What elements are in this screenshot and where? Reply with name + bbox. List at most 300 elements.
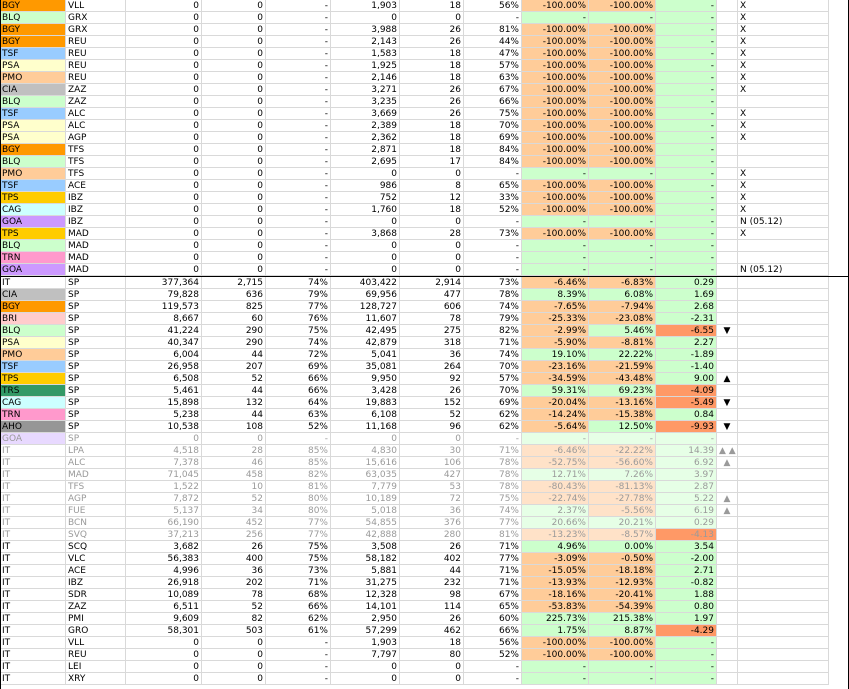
- cell-origin-code[interactable]: IT: [0, 445, 66, 457]
- cell-load-factor-previous[interactable]: 74%: [464, 349, 522, 361]
- cell-load-factor-previous[interactable]: 74%: [464, 505, 522, 517]
- cell-destination-code[interactable]: ALC: [66, 108, 126, 120]
- cell-flights-change[interactable]: -15.38%: [589, 409, 656, 421]
- cell-load-factor-previous[interactable]: -: [464, 433, 522, 445]
- cell-pax-current[interactable]: 0: [126, 12, 202, 24]
- cell-load-factor-current[interactable]: 81%: [266, 481, 331, 493]
- cell-flights-previous[interactable]: 477: [400, 289, 464, 301]
- cell-destination-code[interactable]: SP: [66, 397, 126, 409]
- cell-flights-previous[interactable]: 12: [400, 192, 464, 204]
- cell-flights-current[interactable]: 0: [202, 72, 266, 84]
- cell-pax-current[interactable]: 0: [126, 72, 202, 84]
- cell-load-factor-previous[interactable]: -: [464, 12, 522, 24]
- cell-trend-arrow[interactable]: [717, 589, 738, 601]
- cell-flights-previous[interactable]: 427: [400, 469, 464, 481]
- cell-origin-code[interactable]: GOA: [0, 216, 66, 228]
- cell-destination-code[interactable]: VLL: [66, 0, 126, 12]
- cell-pax-previous[interactable]: 0: [331, 216, 400, 228]
- cell-trend-arrow[interactable]: ▲: [717, 505, 738, 517]
- cell-flights-previous[interactable]: 232: [400, 577, 464, 589]
- cell-load-factor-previous[interactable]: 74%: [464, 301, 522, 313]
- cell-trend-arrow[interactable]: [717, 144, 738, 156]
- cell-destination-code[interactable]: SP: [66, 421, 126, 433]
- cell-flights-change[interactable]: -: [589, 673, 656, 685]
- cell-flights-change[interactable]: -56.60%: [589, 457, 656, 469]
- cell-origin-code[interactable]: IT: [0, 613, 66, 625]
- cell-load-factor-previous[interactable]: -: [464, 168, 522, 180]
- cell-load-factor-current[interactable]: 77%: [266, 529, 331, 541]
- cell-origin-code[interactable]: IT: [0, 565, 66, 577]
- cell-trend-arrow[interactable]: [717, 204, 738, 216]
- cell-pax-change[interactable]: -80.43%: [522, 481, 589, 493]
- cell-pax-change[interactable]: -100.00%: [522, 180, 589, 192]
- cell-origin-code[interactable]: PSA: [0, 60, 66, 72]
- cell-note[interactable]: [738, 409, 829, 421]
- cell-lf-change[interactable]: -: [656, 24, 717, 36]
- cell-pax-change[interactable]: -6.46%: [522, 445, 589, 457]
- cell-load-factor-previous[interactable]: -: [464, 252, 522, 264]
- cell-load-factor-current[interactable]: -: [266, 132, 331, 144]
- cell-lf-change[interactable]: -: [656, 649, 717, 661]
- cell-flights-current[interactable]: 26: [202, 541, 266, 553]
- cell-flights-current[interactable]: 0: [202, 96, 266, 108]
- cell-lf-change[interactable]: 14.39: [656, 445, 717, 457]
- cell-destination-code[interactable]: IBZ: [66, 577, 126, 589]
- cell-pax-change[interactable]: -: [522, 168, 589, 180]
- cell-trend-arrow[interactable]: [717, 565, 738, 577]
- cell-load-factor-current[interactable]: -: [266, 673, 331, 685]
- cell-note[interactable]: X: [738, 108, 829, 120]
- cell-pax-previous[interactable]: 14,101: [331, 601, 400, 613]
- cell-trend-arrow[interactable]: [717, 48, 738, 60]
- cell-flights-previous[interactable]: 26: [400, 84, 464, 96]
- cell-load-factor-previous[interactable]: 75%: [464, 493, 522, 505]
- cell-pax-current[interactable]: 66,190: [126, 517, 202, 529]
- cell-note[interactable]: [738, 649, 829, 661]
- cell-destination-code[interactable]: SP: [66, 433, 126, 445]
- cell-lf-change[interactable]: -5.49: [656, 397, 717, 409]
- cell-lf-change[interactable]: -: [656, 0, 717, 12]
- cell-lf-change[interactable]: -: [656, 48, 717, 60]
- cell-flights-current[interactable]: 503: [202, 625, 266, 637]
- cell-flights-current[interactable]: 52: [202, 493, 266, 505]
- cell-flights-previous[interactable]: 26: [400, 541, 464, 553]
- cell-flights-current[interactable]: 0: [202, 661, 266, 673]
- cell-destination-code[interactable]: SP: [66, 313, 126, 325]
- cell-load-factor-current[interactable]: -: [266, 637, 331, 649]
- cell-pax-current[interactable]: 0: [126, 36, 202, 48]
- cell-flights-change[interactable]: -100.00%: [589, 120, 656, 132]
- cell-load-factor-previous[interactable]: 52%: [464, 649, 522, 661]
- cell-destination-code[interactable]: GRO: [66, 625, 126, 637]
- cell-pax-current[interactable]: 7,378: [126, 457, 202, 469]
- cell-note[interactable]: [738, 373, 829, 385]
- cell-pax-change[interactable]: -5.64%: [522, 421, 589, 433]
- cell-lf-change[interactable]: 2.87: [656, 481, 717, 493]
- cell-load-factor-current[interactable]: 85%: [266, 445, 331, 457]
- cell-flights-previous[interactable]: 18: [400, 72, 464, 84]
- cell-pax-previous[interactable]: 0: [331, 264, 400, 276]
- cell-pax-change[interactable]: -52.75%: [522, 457, 589, 469]
- cell-flights-previous[interactable]: 152: [400, 397, 464, 409]
- cell-load-factor-current[interactable]: 64%: [266, 397, 331, 409]
- cell-load-factor-previous[interactable]: 66%: [464, 625, 522, 637]
- cell-flights-previous[interactable]: 0: [400, 240, 464, 252]
- cell-note[interactable]: X: [738, 204, 829, 216]
- cell-origin-code[interactable]: BLQ: [0, 240, 66, 252]
- cell-flights-current[interactable]: 78: [202, 589, 266, 601]
- cell-flights-current[interactable]: 0: [202, 156, 266, 168]
- cell-destination-code[interactable]: TFS: [66, 144, 126, 156]
- cell-flights-current[interactable]: 2,715: [202, 277, 266, 289]
- cell-flights-current[interactable]: 60: [202, 313, 266, 325]
- cell-load-factor-current[interactable]: 75%: [266, 325, 331, 337]
- cell-pax-change[interactable]: -18.16%: [522, 589, 589, 601]
- cell-lf-change[interactable]: -: [656, 180, 717, 192]
- cell-lf-change[interactable]: 1.88: [656, 589, 717, 601]
- cell-pax-change[interactable]: -14.24%: [522, 409, 589, 421]
- cell-flights-previous[interactable]: 106: [400, 457, 464, 469]
- cell-pax-current[interactable]: 1,522: [126, 481, 202, 493]
- cell-pax-change[interactable]: -5.90%: [522, 337, 589, 349]
- cell-pax-change[interactable]: 1.75%: [522, 625, 589, 637]
- cell-note[interactable]: X: [738, 12, 829, 24]
- cell-lf-change[interactable]: 5.22: [656, 493, 717, 505]
- cell-destination-code[interactable]: SP: [66, 277, 126, 289]
- cell-flights-change[interactable]: -100.00%: [589, 192, 656, 204]
- cell-pax-previous[interactable]: 5,041: [331, 349, 400, 361]
- cell-lf-change[interactable]: -: [656, 216, 717, 228]
- cell-pax-change[interactable]: 2.37%: [522, 505, 589, 517]
- cell-flights-change[interactable]: -12.93%: [589, 577, 656, 589]
- cell-pax-current[interactable]: 10,538: [126, 421, 202, 433]
- cell-pax-change[interactable]: -100.00%: [522, 144, 589, 156]
- cell-trend-arrow[interactable]: [717, 385, 738, 397]
- cell-flights-change[interactable]: 69.23%: [589, 385, 656, 397]
- cell-load-factor-current[interactable]: 72%: [266, 349, 331, 361]
- cell-load-factor-previous[interactable]: 63%: [464, 72, 522, 84]
- cell-load-factor-current[interactable]: 73%: [266, 565, 331, 577]
- cell-load-factor-previous[interactable]: 75%: [464, 108, 522, 120]
- cell-destination-code[interactable]: MAD: [66, 228, 126, 240]
- cell-lf-change[interactable]: -: [656, 96, 717, 108]
- cell-pax-previous[interactable]: 7,797: [331, 649, 400, 661]
- cell-lf-change[interactable]: -: [656, 72, 717, 84]
- cell-destination-code[interactable]: MAD: [66, 240, 126, 252]
- cell-pax-current[interactable]: 0: [126, 673, 202, 685]
- cell-pax-change[interactable]: -13.93%: [522, 577, 589, 589]
- cell-flights-current[interactable]: 52: [202, 601, 266, 613]
- cell-pax-previous[interactable]: 2,695: [331, 156, 400, 168]
- cell-flights-current[interactable]: 10: [202, 481, 266, 493]
- cell-load-factor-current[interactable]: -: [266, 48, 331, 60]
- cell-origin-code[interactable]: PSA: [0, 120, 66, 132]
- cell-trend-arrow[interactable]: [717, 637, 738, 649]
- cell-origin-code[interactable]: TPS: [0, 373, 66, 385]
- cell-lf-change[interactable]: 3.54: [656, 541, 717, 553]
- cell-origin-code[interactable]: BRI: [0, 313, 66, 325]
- cell-note[interactable]: [738, 433, 829, 445]
- cell-pax-previous[interactable]: 54,855: [331, 517, 400, 529]
- cell-pax-previous[interactable]: 31,275: [331, 577, 400, 589]
- cell-flights-previous[interactable]: 8: [400, 180, 464, 192]
- cell-load-factor-current[interactable]: -: [266, 0, 331, 12]
- cell-flights-change[interactable]: 5.46%: [589, 325, 656, 337]
- cell-note[interactable]: [738, 144, 829, 156]
- cell-destination-code[interactable]: ZAZ: [66, 84, 126, 96]
- cell-flights-current[interactable]: 0: [202, 180, 266, 192]
- cell-flights-current[interactable]: 458: [202, 469, 266, 481]
- cell-lf-change[interactable]: 6.92: [656, 457, 717, 469]
- cell-pax-previous[interactable]: 2,389: [331, 120, 400, 132]
- cell-lf-change[interactable]: -: [656, 60, 717, 72]
- cell-note[interactable]: N (05.12): [738, 264, 829, 276]
- cell-note[interactable]: X: [738, 36, 829, 48]
- cell-flights-change[interactable]: -100.00%: [589, 144, 656, 156]
- cell-lf-change[interactable]: -1.89: [656, 349, 717, 361]
- cell-flights-current[interactable]: 207: [202, 361, 266, 373]
- cell-note[interactable]: [738, 541, 829, 553]
- cell-pax-previous[interactable]: 3,235: [331, 96, 400, 108]
- cell-destination-code[interactable]: GRX: [66, 12, 126, 24]
- cell-load-factor-current[interactable]: -: [266, 204, 331, 216]
- cell-pax-current[interactable]: 0: [126, 60, 202, 72]
- cell-pax-current[interactable]: 0: [126, 0, 202, 12]
- cell-lf-change[interactable]: 1.69: [656, 289, 717, 301]
- cell-destination-code[interactable]: IBZ: [66, 216, 126, 228]
- cell-pax-previous[interactable]: 4,830: [331, 445, 400, 457]
- cell-flights-current[interactable]: 46: [202, 457, 266, 469]
- cell-flights-current[interactable]: 290: [202, 325, 266, 337]
- cell-pax-current[interactable]: 0: [126, 228, 202, 240]
- cell-flights-previous[interactable]: 30: [400, 445, 464, 457]
- cell-flights-previous[interactable]: 80: [400, 649, 464, 661]
- cell-flights-change[interactable]: -43.48%: [589, 373, 656, 385]
- cell-flights-current[interactable]: 636: [202, 289, 266, 301]
- cell-load-factor-current[interactable]: -: [266, 649, 331, 661]
- cell-trend-arrow[interactable]: [717, 72, 738, 84]
- cell-pax-previous[interactable]: 2,362: [331, 132, 400, 144]
- cell-pax-change[interactable]: -100.00%: [522, 36, 589, 48]
- cell-flights-change[interactable]: 22.22%: [589, 349, 656, 361]
- cell-load-factor-previous[interactable]: 77%: [464, 517, 522, 529]
- cell-trend-arrow[interactable]: [717, 264, 738, 276]
- cell-flights-current[interactable]: 0: [202, 48, 266, 60]
- cell-pax-previous[interactable]: 3,271: [331, 84, 400, 96]
- cell-pax-current[interactable]: 0: [126, 216, 202, 228]
- cell-load-factor-current[interactable]: 66%: [266, 601, 331, 613]
- cell-flights-previous[interactable]: 26: [400, 108, 464, 120]
- cell-flights-current[interactable]: 202: [202, 577, 266, 589]
- cell-trend-arrow[interactable]: [717, 469, 738, 481]
- cell-load-factor-current[interactable]: 63%: [266, 409, 331, 421]
- cell-flights-previous[interactable]: 0: [400, 12, 464, 24]
- cell-flights-previous[interactable]: 264: [400, 361, 464, 373]
- cell-load-factor-previous[interactable]: 62%: [464, 421, 522, 433]
- cell-pax-change[interactable]: -53.83%: [522, 601, 589, 613]
- cell-flights-previous[interactable]: 26: [400, 24, 464, 36]
- cell-load-factor-previous[interactable]: 57%: [464, 373, 522, 385]
- cell-load-factor-current[interactable]: 75%: [266, 553, 331, 565]
- cell-flights-current[interactable]: 0: [202, 649, 266, 661]
- cell-flights-current[interactable]: 0: [202, 0, 266, 12]
- cell-pax-current[interactable]: 7,872: [126, 493, 202, 505]
- cell-pax-current[interactable]: 6,508: [126, 373, 202, 385]
- cell-load-factor-previous[interactable]: 66%: [464, 96, 522, 108]
- cell-flights-change[interactable]: -: [589, 12, 656, 24]
- cell-load-factor-previous[interactable]: 71%: [464, 337, 522, 349]
- cell-flights-current[interactable]: 0: [202, 192, 266, 204]
- cell-lf-change[interactable]: -: [656, 661, 717, 673]
- cell-flights-previous[interactable]: 462: [400, 625, 464, 637]
- cell-destination-code[interactable]: VLL: [66, 637, 126, 649]
- cell-destination-code[interactable]: ALC: [66, 457, 126, 469]
- cell-origin-code[interactable]: IT: [0, 577, 66, 589]
- cell-pax-previous[interactable]: 0: [331, 240, 400, 252]
- cell-flights-previous[interactable]: 0: [400, 673, 464, 685]
- cell-load-factor-current[interactable]: -: [266, 192, 331, 204]
- cell-flights-change[interactable]: 12.50%: [589, 421, 656, 433]
- cell-trend-arrow[interactable]: [717, 337, 738, 349]
- cell-trend-arrow[interactable]: [717, 349, 738, 361]
- cell-flights-previous[interactable]: 26: [400, 613, 464, 625]
- cell-pax-change[interactable]: -100.00%: [522, 24, 589, 36]
- cell-pax-previous[interactable]: 42,888: [331, 529, 400, 541]
- cell-pax-previous[interactable]: 42,879: [331, 337, 400, 349]
- cell-trend-arrow[interactable]: [717, 613, 738, 625]
- cell-load-factor-previous[interactable]: 77%: [464, 553, 522, 565]
- cell-pax-change[interactable]: -100.00%: [522, 649, 589, 661]
- cell-origin-code[interactable]: IT: [0, 625, 66, 637]
- cell-pax-current[interactable]: 6,004: [126, 349, 202, 361]
- cell-trend-arrow[interactable]: [717, 132, 738, 144]
- cell-pax-change[interactable]: -: [522, 264, 589, 276]
- cell-trend-arrow[interactable]: [717, 36, 738, 48]
- cell-note[interactable]: X: [738, 132, 829, 144]
- cell-pax-current[interactable]: 26,958: [126, 361, 202, 373]
- cell-lf-change[interactable]: 0.29: [656, 517, 717, 529]
- cell-flights-previous[interactable]: 376: [400, 517, 464, 529]
- cell-pax-previous[interactable]: 986: [331, 180, 400, 192]
- cell-flights-change[interactable]: -100.00%: [589, 637, 656, 649]
- cell-pax-change[interactable]: -100.00%: [522, 48, 589, 60]
- cell-note[interactable]: [738, 625, 829, 637]
- cell-origin-code[interactable]: TRN: [0, 252, 66, 264]
- cell-note[interactable]: X: [738, 0, 829, 12]
- cell-load-factor-current[interactable]: 66%: [266, 385, 331, 397]
- cell-lf-change[interactable]: -: [656, 132, 717, 144]
- cell-note[interactable]: [738, 325, 829, 337]
- cell-flights-change[interactable]: -100.00%: [589, 96, 656, 108]
- cell-note[interactable]: X: [738, 180, 829, 192]
- cell-flights-change[interactable]: -81.13%: [589, 481, 656, 493]
- cell-origin-code[interactable]: PMO: [0, 168, 66, 180]
- cell-lf-change[interactable]: -: [656, 204, 717, 216]
- cell-pax-change[interactable]: 12.71%: [522, 469, 589, 481]
- cell-origin-code[interactable]: BLQ: [0, 12, 66, 24]
- cell-load-factor-previous[interactable]: 70%: [464, 120, 522, 132]
- cell-trend-arrow[interactable]: [717, 60, 738, 72]
- cell-origin-code[interactable]: IT: [0, 589, 66, 601]
- cell-origin-code[interactable]: IT: [0, 529, 66, 541]
- cell-pax-current[interactable]: 3,682: [126, 541, 202, 553]
- cell-pax-previous[interactable]: 3,669: [331, 108, 400, 120]
- cell-flights-current[interactable]: 0: [202, 168, 266, 180]
- cell-flights-change[interactable]: 8.87%: [589, 625, 656, 637]
- cell-destination-code[interactable]: SP: [66, 373, 126, 385]
- cell-lf-change[interactable]: 2.68: [656, 301, 717, 313]
- cell-origin-code[interactable]: TSF: [0, 361, 66, 373]
- cell-note[interactable]: [738, 421, 829, 433]
- cell-flights-current[interactable]: 0: [202, 673, 266, 685]
- cell-note[interactable]: X: [738, 48, 829, 60]
- cell-load-factor-previous[interactable]: 73%: [464, 228, 522, 240]
- cell-pax-previous[interactable]: 12,328: [331, 589, 400, 601]
- cell-flights-current[interactable]: 0: [202, 204, 266, 216]
- cell-flights-change[interactable]: 0.00%: [589, 541, 656, 553]
- cell-origin-code[interactable]: PSA: [0, 337, 66, 349]
- cell-pax-previous[interactable]: 5,881: [331, 565, 400, 577]
- cell-load-factor-current[interactable]: 82%: [266, 469, 331, 481]
- cell-flights-previous[interactable]: 26: [400, 96, 464, 108]
- cell-lf-change[interactable]: 0.84: [656, 409, 717, 421]
- cell-pax-previous[interactable]: 9,950: [331, 373, 400, 385]
- cell-flights-change[interactable]: 6.08%: [589, 289, 656, 301]
- cell-flights-current[interactable]: 290: [202, 337, 266, 349]
- cell-origin-code[interactable]: IT: [0, 481, 66, 493]
- cell-load-factor-current[interactable]: -: [266, 12, 331, 24]
- cell-note[interactable]: [738, 397, 829, 409]
- cell-origin-code[interactable]: IT: [0, 673, 66, 685]
- cell-flights-change[interactable]: -22.22%: [589, 445, 656, 457]
- cell-pax-current[interactable]: 71,045: [126, 469, 202, 481]
- cell-note[interactable]: [738, 637, 829, 649]
- cell-pax-change[interactable]: 19.10%: [522, 349, 589, 361]
- cell-flights-previous[interactable]: 18: [400, 637, 464, 649]
- cell-load-factor-current[interactable]: -: [266, 252, 331, 264]
- cell-destination-code[interactable]: SCQ: [66, 541, 126, 553]
- cell-flights-previous[interactable]: 36: [400, 505, 464, 517]
- cell-flights-change[interactable]: -100.00%: [589, 24, 656, 36]
- cell-flights-previous[interactable]: 0: [400, 433, 464, 445]
- cell-pax-current[interactable]: 0: [126, 168, 202, 180]
- cell-flights-current[interactable]: 0: [202, 228, 266, 240]
- cell-load-factor-previous[interactable]: 70%: [464, 385, 522, 397]
- cell-trend-arrow[interactable]: [717, 252, 738, 264]
- cell-flights-current[interactable]: 132: [202, 397, 266, 409]
- cell-load-factor-current[interactable]: 66%: [266, 373, 331, 385]
- cell-pax-current[interactable]: 26,918: [126, 577, 202, 589]
- cell-load-factor-current[interactable]: 74%: [266, 337, 331, 349]
- cell-pax-change[interactable]: -: [522, 240, 589, 252]
- cell-origin-code[interactable]: IT: [0, 637, 66, 649]
- cell-lf-change[interactable]: -: [656, 156, 717, 168]
- cell-pax-current[interactable]: 8,667: [126, 313, 202, 325]
- cell-origin-code[interactable]: CIA: [0, 84, 66, 96]
- cell-note[interactable]: [738, 589, 829, 601]
- cell-flights-current[interactable]: 0: [202, 24, 266, 36]
- cell-note[interactable]: [738, 565, 829, 577]
- cell-pax-previous[interactable]: 1,903: [331, 0, 400, 12]
- cell-flights-change[interactable]: -13.16%: [589, 397, 656, 409]
- cell-flights-previous[interactable]: 606: [400, 301, 464, 313]
- cell-flights-change[interactable]: 215.38%: [589, 613, 656, 625]
- cell-origin-code[interactable]: IT: [0, 649, 66, 661]
- cell-flights-previous[interactable]: 26: [400, 385, 464, 397]
- cell-trend-arrow[interactable]: [717, 228, 738, 240]
- cell-flights-change[interactable]: -100.00%: [589, 132, 656, 144]
- cell-pax-current[interactable]: 0: [126, 24, 202, 36]
